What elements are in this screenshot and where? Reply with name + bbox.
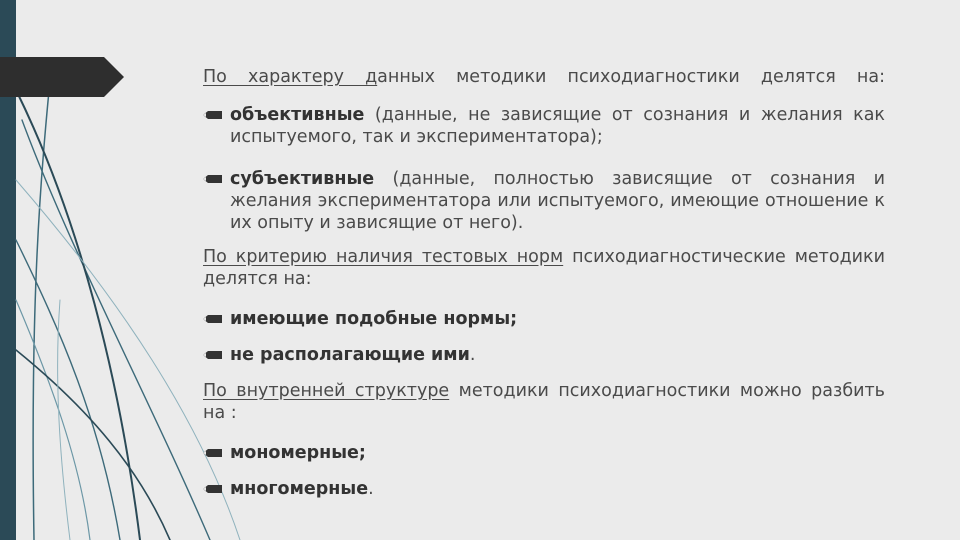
- intro-paragraph-2: [203, 246, 885, 290]
- intro-1-rest: анных методики психодиагностики делятся на:: [377, 67, 885, 87]
- mono-term: мономерные;: [230, 443, 366, 463]
- intro-1-underlined: По характеру д: [203, 67, 378, 87]
- slide-content: [203, 66, 885, 500]
- pencil-icon: [203, 348, 222, 362]
- subjective-description: (данные, полностью зависящие от сознания и желания экспериментатора или испытуемого, имеющие отношение к их опыту и зависящие от него).: [230, 169, 885, 233]
- intro-paragraph-1: [203, 66, 885, 88]
- intro-2-underlined: По критерию наличия тестовых норм: [203, 247, 564, 267]
- pencil-icon: [203, 172, 222, 186]
- intro-3-underlined: По внутренней структуре: [203, 381, 450, 401]
- list-item-without-norms: [203, 344, 885, 366]
- list-item-with-norms: [203, 308, 885, 330]
- without-norms-term: не располагающие ими: [230, 345, 470, 365]
- intro-paragraph-3: [203, 380, 885, 424]
- pencil-icon: [203, 312, 222, 326]
- without-norms-tail: .: [469, 345, 476, 365]
- objective-description: (данные, не зависящие от сознания и желания как испытуемого, так и экспериментатора);: [230, 105, 885, 147]
- list-item-multi: [203, 478, 885, 500]
- list-item-subjective: [203, 168, 885, 234]
- pencil-icon: [203, 482, 222, 496]
- intro-3-rest: методики психодиагностики можно разбить на :: [203, 381, 885, 423]
- list-item-mono: [203, 442, 885, 464]
- objective-term: объективные: [230, 105, 365, 125]
- with-norms-term: имеющие подобные нормы;: [230, 309, 518, 329]
- title-arrow-tab: [0, 57, 124, 97]
- subjective-term: субъективные: [230, 169, 375, 189]
- multi-tail: .: [368, 479, 374, 499]
- pencil-icon: [203, 108, 222, 122]
- intro-2-rest: психодиагностические методики делятся на:: [203, 247, 885, 289]
- pencil-icon: [203, 446, 222, 460]
- multi-term: многомерные: [230, 479, 369, 499]
- list-item-objective: [203, 104, 885, 148]
